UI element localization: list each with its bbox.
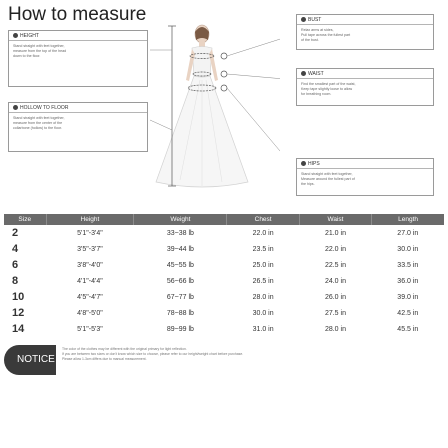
marker-dot bbox=[221, 71, 227, 77]
box-line: collarbone (hollow) to the floor. bbox=[13, 126, 62, 130]
weight-cell: 67~77 lb bbox=[166, 293, 194, 301]
weight-cell: 78~88 lb bbox=[166, 309, 194, 317]
waist-cell: 24.0 in bbox=[324, 277, 346, 285]
notice-line: The color of the clothes may be different with the original primary for light reflection. bbox=[62, 347, 187, 351]
box-line: Pull tape across the fullest part bbox=[301, 33, 351, 37]
weight-cell: 33~38 lb bbox=[166, 229, 194, 237]
column-header: Waist bbox=[299, 214, 371, 225]
chest-cell: 22.0 in bbox=[252, 229, 274, 237]
length-cell: 36.0 in bbox=[397, 277, 419, 285]
box-line: Measure around the fullest part of bbox=[301, 177, 355, 181]
notice-text bbox=[62, 347, 442, 362]
length-cell: 42.5 in bbox=[397, 309, 419, 317]
box-line: Keep tape slightly loose to allow bbox=[301, 87, 353, 91]
weight-cell: 45~55 lb bbox=[166, 261, 194, 269]
waist-instruction-box bbox=[296, 68, 434, 106]
waist-cell: 28.0 in bbox=[324, 325, 346, 333]
length-cell: 45.5 in bbox=[397, 325, 419, 333]
weight-cell: 56~66 lb bbox=[166, 277, 194, 285]
height-cell: 3'5"-3'7" bbox=[77, 245, 103, 253]
size-cell: 14 bbox=[12, 323, 25, 335]
height-cell: 5'1"-5'3" bbox=[77, 325, 103, 333]
pin-icon bbox=[13, 33, 18, 38]
column-header: Size bbox=[4, 214, 46, 225]
box-line: for breathing room. bbox=[301, 92, 332, 96]
table-row bbox=[4, 241, 444, 257]
chest-cell: 26.5 in bbox=[252, 277, 274, 285]
waist-cell: 27.5 in bbox=[324, 309, 346, 317]
size-cell: 10 bbox=[12, 291, 25, 303]
box-label: HEIGHT bbox=[20, 33, 39, 39]
box-line: Stand straight with feet together, bbox=[13, 44, 65, 48]
height-cell: 4'1"-4'4" bbox=[77, 277, 103, 285]
chest-cell: 23.5 in bbox=[252, 245, 274, 253]
box-label: WAIST bbox=[308, 71, 324, 77]
marker-dot bbox=[221, 53, 227, 59]
size-cell: 12 bbox=[12, 307, 25, 319]
box-line: measure from the top of the head bbox=[13, 49, 67, 53]
box-label: HOLLOW TO FLOOR bbox=[20, 105, 69, 111]
table-row bbox=[4, 225, 444, 241]
pin-icon bbox=[13, 105, 18, 110]
table-row bbox=[4, 321, 444, 337]
size-cell: 8 bbox=[12, 275, 19, 287]
pin-icon bbox=[301, 71, 306, 76]
bust-instruction-box bbox=[296, 14, 434, 50]
height-cell: 5'1"-3'4" bbox=[77, 229, 103, 237]
height-instruction-box bbox=[8, 30, 148, 87]
box-line: Stand straight with feet together, bbox=[13, 116, 65, 120]
notice-label: NOTICE bbox=[17, 354, 55, 365]
table-row bbox=[4, 289, 444, 305]
waist-cell: 22.0 in bbox=[324, 245, 346, 253]
column-header: Chest bbox=[227, 214, 299, 225]
size-cell: 4 bbox=[12, 243, 19, 255]
waist-cell: 22.5 in bbox=[324, 261, 346, 269]
notice-badge bbox=[4, 345, 56, 375]
size-cell: 2 bbox=[12, 227, 19, 239]
column-header: Weight bbox=[134, 214, 227, 225]
table-row bbox=[4, 305, 444, 321]
box-label: HIPS bbox=[308, 161, 320, 167]
hips-instruction-box bbox=[296, 158, 434, 196]
chest-cell: 31.0 in bbox=[252, 325, 274, 333]
weight-cell: 89~99 lb bbox=[166, 325, 194, 333]
length-cell: 30.0 in bbox=[397, 245, 419, 253]
box-line: Find the smallest part of the waist, bbox=[301, 82, 356, 86]
length-cell: 27.0 in bbox=[397, 229, 419, 237]
notice-section bbox=[4, 343, 444, 377]
pin-icon bbox=[301, 161, 306, 166]
box-line: measure from the center of the bbox=[13, 121, 63, 125]
box-line: Relax arms at sides, bbox=[301, 28, 334, 32]
box-line: of the bust. bbox=[301, 38, 319, 42]
box-line: down to the floor. bbox=[13, 54, 41, 58]
length-cell: 39.0 in bbox=[397, 293, 419, 301]
dress-figure-illustration bbox=[150, 20, 280, 190]
box-label: BUST bbox=[308, 17, 322, 23]
height-cell: 3'8"-4'0" bbox=[77, 261, 103, 269]
table-row bbox=[4, 273, 444, 289]
column-header: Height bbox=[46, 214, 134, 225]
box-line: Stand straight with feet together, bbox=[301, 172, 353, 176]
size-chart-table bbox=[4, 214, 444, 337]
size-cell: 6 bbox=[12, 259, 19, 271]
height-cell: 4'5"-4'7" bbox=[77, 293, 103, 301]
weight-cell: 39~44 lb bbox=[166, 245, 194, 253]
length-cell: 33.5 in bbox=[397, 261, 419, 269]
chest-cell: 30.0 in bbox=[252, 309, 274, 317]
hollow-to-floor-instruction-box bbox=[8, 102, 148, 152]
table-row bbox=[4, 257, 444, 273]
notice-line: If you are between two sizes or don't know which size to choose, please refer to our height/weight chart before purchase. bbox=[62, 352, 244, 356]
waist-cell: 21.0 in bbox=[324, 229, 346, 237]
column-header: Length bbox=[398, 216, 419, 223]
marker-dot bbox=[221, 85, 227, 91]
box-line: the hips. bbox=[301, 182, 315, 186]
table-header-row bbox=[4, 214, 444, 225]
page-title: How to measure bbox=[8, 4, 147, 25]
chest-cell: 25.0 in bbox=[252, 261, 274, 269]
notice-line: Please allow 1-3cm differs due to manual measurement. bbox=[62, 357, 147, 361]
waist-cell: 26.0 in bbox=[324, 293, 346, 301]
height-cell: 4'8"-5'0" bbox=[77, 309, 103, 317]
chest-cell: 28.0 in bbox=[252, 293, 274, 301]
pin-icon bbox=[301, 17, 306, 22]
